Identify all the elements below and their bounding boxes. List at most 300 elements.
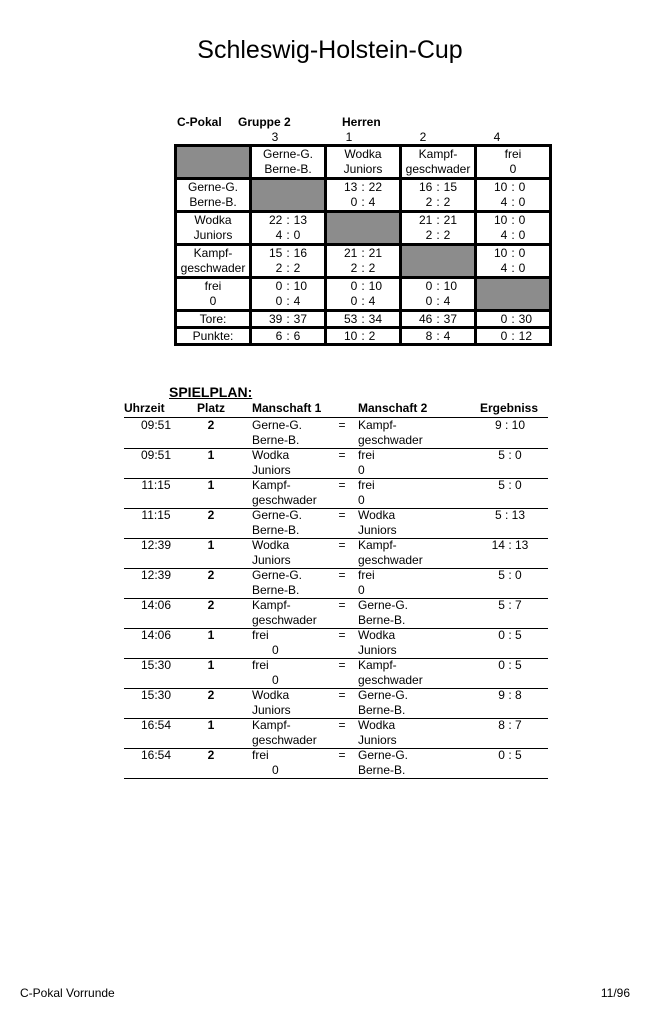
punkte-score (327, 261, 399, 276)
colon: : (501, 418, 512, 432)
colon: : (361, 195, 365, 209)
result-home: 5 (498, 478, 505, 492)
team1-line2: Juniors (252, 553, 291, 567)
match-team1 (252, 598, 342, 628)
team1-line1: Kampf- (252, 598, 291, 612)
punkte-total-cell (476, 328, 551, 345)
punkte-score-right: 0 (518, 228, 526, 242)
tore-total-left: 46 (418, 312, 433, 326)
punkte-total-left: 0 (500, 329, 508, 343)
match-platz: 1 (207, 448, 215, 462)
colon: : (361, 246, 365, 260)
team2-line1: frei (358, 478, 375, 492)
team2-line2: Juniors (358, 523, 397, 537)
match-result (474, 658, 546, 673)
column-team-header-row1 (327, 147, 399, 162)
column-team-header-line2: geschwader (405, 162, 471, 176)
colon: : (361, 279, 365, 293)
match-result (474, 418, 546, 433)
colon: : (436, 312, 440, 326)
team2-line2: Berne-B. (358, 613, 406, 627)
tore-score-right: 10 (293, 279, 308, 293)
row-team-header-line2: geschwader (180, 261, 246, 275)
colon: : (504, 478, 515, 492)
match-team2 (358, 658, 478, 688)
tore-total (327, 312, 399, 326)
match-separator: = (338, 448, 346, 462)
match-time: 12:39 (140, 568, 172, 582)
punkte-score-right: 0 (518, 261, 526, 275)
tore-total-cell (401, 311, 476, 328)
match-team2 (358, 568, 478, 598)
punkte-total-right: 6 (293, 329, 301, 343)
punkte-score-right: 4 (368, 294, 376, 308)
match-separator: = (338, 598, 346, 612)
header-ergebnis: Ergebniss (480, 401, 539, 415)
match-team1 (252, 508, 342, 538)
colon: : (286, 312, 290, 326)
row-team-header-line1: frei (204, 279, 222, 293)
colon: : (286, 294, 290, 308)
row-team-header-row1 (177, 279, 249, 294)
tore-total-right: 37 (443, 312, 458, 326)
tore-score-left: 13 (343, 180, 358, 194)
punkte-score (252, 294, 324, 309)
tore-score-left: 0 (425, 279, 433, 293)
team1-line2: 0 (272, 763, 279, 777)
tore-total-left: 53 (343, 312, 358, 326)
team2-line2: 0 (358, 463, 365, 477)
result-away: 0 (515, 448, 522, 462)
punkte-score-right: 0 (518, 195, 526, 209)
tore-score-right: 21 (443, 213, 458, 227)
colon: : (436, 195, 440, 209)
tore-score-left: 22 (268, 213, 283, 227)
spielplan-title: SPIELPLAN: (169, 384, 253, 400)
team1-line1: Kampf- (252, 718, 291, 732)
colon: : (511, 329, 515, 343)
punkte-score (402, 294, 474, 309)
punkte-total-cell (401, 328, 476, 345)
row-team-header (176, 245, 251, 278)
team1-line1: Wodka (252, 448, 290, 462)
match-team1 (252, 718, 342, 748)
footer-page-number: 11/96 (600, 986, 630, 1000)
team1-line2: 0 (272, 673, 279, 687)
match-team2 (358, 688, 478, 718)
punkte-score (402, 228, 474, 243)
match-team1 (252, 448, 342, 478)
match-row (124, 538, 548, 569)
row-team-header-line2: 0 (209, 294, 217, 308)
colon: : (436, 180, 440, 194)
team2-line1: Wodka (358, 508, 396, 522)
row-team-header-line2: Juniors (193, 228, 233, 242)
row-team-header (176, 212, 251, 245)
header-uhrzeit: Uhrzeit (124, 401, 165, 415)
match-result (474, 718, 546, 733)
team2-line2: Berne-B. (358, 763, 406, 777)
colon: : (286, 329, 290, 343)
punkte-score (252, 261, 324, 276)
match-separator: = (338, 688, 346, 702)
result-home: 9 (498, 688, 505, 702)
match-team1 (252, 478, 342, 508)
colon: : (504, 628, 515, 642)
column-team-header-line1: Wodka (344, 147, 382, 161)
colon: : (286, 261, 290, 275)
diagonal-cell (326, 212, 401, 245)
column-team-header-line1: frei (504, 147, 522, 161)
result-away: 7 (515, 598, 522, 612)
team1-line2: geschwader (252, 733, 317, 747)
tore-score-right: 15 (443, 180, 458, 194)
punkte-score-left: 4 (500, 228, 508, 242)
pokal-label: C-Pokal (177, 115, 222, 129)
result-home: 0 (498, 628, 505, 642)
match-platz: 1 (207, 538, 215, 552)
tore-score-right: 10 (368, 279, 383, 293)
tore-score (402, 213, 474, 228)
result-home: 0 (498, 748, 505, 762)
page-title: Schleswig-Holstein-Cup (197, 36, 463, 64)
punkte-score (252, 228, 324, 243)
match-result (474, 748, 546, 763)
colon: : (511, 213, 515, 227)
row-team-header-row1 (177, 246, 249, 261)
punkte-score-left: 0 (275, 294, 283, 308)
result-home: 9 (494, 418, 502, 432)
result-cell (251, 278, 326, 311)
punkte-score-right: 0 (293, 228, 301, 242)
colon: : (436, 294, 440, 308)
match-team2 (358, 478, 478, 508)
match-platz: 1 (207, 658, 215, 672)
team2-line1: Gerne-G. (358, 688, 409, 702)
colon: : (436, 329, 440, 343)
footer-left: C-Pokal Vorrunde (20, 986, 115, 1000)
punkte-total (327, 329, 399, 343)
colon: : (361, 329, 365, 343)
punkte-score-left: 2 (425, 228, 433, 242)
column-team-header (326, 146, 401, 179)
result-away: 5 (515, 658, 522, 672)
tore-score-left: 10 (493, 180, 508, 194)
tore-score-left: 0 (350, 279, 358, 293)
team1-line1: frei (252, 748, 269, 762)
match-team2 (358, 448, 478, 478)
colon: : (361, 180, 365, 194)
tore-score (477, 213, 549, 228)
punkte-total-left: 6 (275, 329, 283, 343)
punkte-total-left: 10 (343, 329, 358, 343)
match-time: 15:30 (140, 658, 172, 672)
team1-line1: Wodka (252, 538, 290, 552)
match-time: 16:54 (140, 748, 172, 762)
tore-score (327, 279, 399, 294)
team1-line1: Gerne-G. (252, 418, 303, 432)
team1-line2: Juniors (252, 463, 291, 477)
punkte-score-left: 2 (275, 261, 283, 275)
match-time: 09:51 (140, 418, 172, 432)
match-team1 (252, 658, 342, 688)
colon: : (511, 195, 515, 209)
match-separator: = (338, 508, 346, 522)
match-result (474, 568, 546, 583)
result-away: 8 (515, 688, 522, 702)
colon: : (504, 538, 515, 552)
punkte-total-right: 4 (443, 329, 451, 343)
result-cell (476, 179, 551, 212)
tore-score (402, 279, 474, 294)
colon: : (286, 213, 290, 227)
colon: : (501, 508, 512, 522)
result-cell (251, 212, 326, 245)
match-team2 (358, 418, 478, 448)
match-time: 14:06 (140, 628, 172, 642)
team1-line2: Berne-B. (252, 583, 300, 597)
punkte-score-left: 0 (350, 294, 358, 308)
result-home: 0 (498, 658, 505, 672)
tore-total-cell (326, 311, 401, 328)
result-home: 5 (498, 448, 505, 462)
tore-score (252, 279, 324, 294)
team1-line2: geschwader (252, 613, 317, 627)
colon: : (436, 213, 440, 227)
match-row (124, 688, 548, 719)
punkte-score-left: 4 (500, 195, 508, 209)
punkte-score-right: 4 (368, 195, 376, 209)
diagonal-cell (476, 278, 551, 311)
team1-line1: Gerne-G. (252, 568, 303, 582)
result-away: 13 (515, 538, 529, 552)
punkte-label: Punkte: (192, 329, 234, 343)
tore-score (477, 246, 549, 261)
row-team-header-row2 (177, 228, 249, 243)
colon: : (504, 718, 515, 732)
match-time: 11:15 (141, 478, 171, 492)
team2-line2: 0 (358, 493, 365, 507)
column-team-header-row2 (477, 162, 549, 177)
match-result (474, 448, 546, 463)
match-row (124, 718, 548, 749)
team1-line2: 0 (272, 643, 279, 657)
punkte-label-cell (176, 328, 251, 345)
match-row (124, 418, 548, 449)
column-team-header-row1 (252, 147, 324, 162)
match-platz: 1 (207, 628, 215, 642)
match-team1 (252, 748, 342, 778)
match-platz: 1 (207, 478, 215, 492)
tore-score (327, 180, 399, 195)
team2-line2: geschwader (358, 433, 423, 447)
punkte-total-cell (251, 328, 326, 345)
punkte-score-right: 2 (368, 261, 376, 275)
match-result (474, 508, 546, 523)
tore-score-right: 0 (518, 213, 526, 227)
result-away: 10 (511, 418, 526, 432)
team2-line1: Gerne-G. (358, 748, 409, 762)
match-platz: 2 (207, 598, 215, 612)
match-row (124, 568, 548, 599)
tore-score (477, 180, 549, 195)
team2-line1: Kampf- (358, 538, 397, 552)
team1-line1: frei (252, 628, 269, 642)
team2-line2: Berne-B. (358, 703, 406, 717)
match-platz: 2 (207, 418, 215, 432)
tore-total-right: 37 (293, 312, 308, 326)
punkte-score-left: 4 (500, 261, 508, 275)
match-team2 (358, 538, 478, 568)
team2-line2: geschwader (358, 673, 423, 687)
tore-score-left: 21 (343, 246, 358, 260)
match-row (124, 748, 548, 779)
match-row (124, 478, 548, 509)
match-platz: 2 (207, 508, 215, 522)
match-team2 (358, 508, 478, 538)
tore-total-left: 39 (268, 312, 283, 326)
result-cell (251, 245, 326, 278)
tore-score-left: 15 (268, 246, 283, 260)
match-result (474, 478, 546, 493)
team2-line1: Wodka (358, 718, 396, 732)
tore-total-row (176, 311, 551, 328)
row-team-header-row1 (177, 180, 249, 195)
colon: : (511, 312, 515, 326)
punkte-total-row (176, 328, 551, 345)
header-team1: Manschaft 1 (252, 401, 322, 415)
result-away: 0 (515, 478, 522, 492)
team1-line1: frei (252, 658, 269, 672)
colon: : (286, 279, 290, 293)
match-time: 09:51 (140, 448, 172, 462)
result-cell (326, 179, 401, 212)
team2-line1: Gerne-G. (358, 598, 409, 612)
tore-score-right: 0 (518, 246, 526, 260)
team2-line2: 0 (358, 583, 365, 597)
colon: : (436, 228, 440, 242)
match-row (124, 598, 548, 629)
result-cell (326, 245, 401, 278)
column-team-header-row1 (402, 147, 474, 162)
tore-score-right: 22 (368, 180, 383, 194)
team1-line1: Kampf- (252, 478, 291, 492)
row-team-header-line1: Gerne-G. (187, 180, 238, 194)
column-team-header-line2: Berne-B. (264, 162, 312, 176)
match-team1 (252, 568, 342, 598)
tore-score-left: 16 (418, 180, 433, 194)
column-team-header-line1: Kampf- (418, 147, 458, 161)
team1-line2: Juniors (252, 703, 291, 717)
row-team-header-line1: Kampf- (193, 246, 233, 260)
tore-total-cell (476, 311, 551, 328)
result-away: 7 (515, 718, 522, 732)
colon: : (504, 448, 515, 462)
result-cell (476, 245, 551, 278)
match-row (124, 448, 548, 479)
colon: : (504, 598, 515, 612)
result-away: 5 (515, 748, 522, 762)
match-row (124, 628, 548, 659)
punkte-score-right: 4 (293, 294, 301, 308)
team2-line2: geschwader (358, 553, 423, 567)
result-cell (476, 212, 551, 245)
row-team-header-row2 (177, 261, 249, 276)
tore-total-cell (251, 311, 326, 328)
punkte-total-right: 2 (368, 329, 376, 343)
match-time: 11:15 (141, 508, 171, 522)
tore-total (477, 312, 549, 326)
tore-total-left: 0 (500, 312, 508, 326)
punkte-score-left: 0 (425, 294, 433, 308)
match-result (474, 598, 546, 613)
column-team-header-line2: 0 (509, 162, 517, 176)
punkte-score (477, 261, 549, 276)
match-separator: = (338, 628, 346, 642)
row-team-header (176, 278, 251, 311)
punkte-total-left: 8 (425, 329, 433, 343)
match-team1 (252, 628, 342, 658)
punkte-score-left: 0 (350, 195, 358, 209)
punkte-score (402, 195, 474, 210)
team2-line1: frei (358, 448, 375, 462)
colon: : (286, 246, 290, 260)
match-team2 (358, 748, 478, 778)
column-number: 2 (419, 130, 427, 144)
team2-line1: Kampf- (358, 658, 397, 672)
punkte-total-cell (326, 328, 401, 345)
match-team2 (358, 598, 478, 628)
tore-score-right: 21 (368, 246, 383, 260)
column-team-header-row2 (402, 162, 474, 177)
team1-line2: Berne-B. (252, 433, 300, 447)
match-separator: = (338, 538, 346, 552)
tore-label: Tore: (199, 312, 227, 326)
result-home: 5 (494, 508, 502, 522)
result-cell (401, 212, 476, 245)
match-team1 (252, 538, 342, 568)
result-cell (401, 278, 476, 311)
corner-cell (176, 146, 251, 179)
team1-line1: Gerne-G. (252, 508, 303, 522)
header-platz: Platz (197, 401, 226, 415)
match-row (124, 508, 548, 539)
punkte-total (477, 329, 549, 343)
match-platz: 2 (207, 688, 215, 702)
header-team2: Manschaft 2 (358, 401, 428, 415)
colon: : (511, 180, 515, 194)
match-separator: = (338, 478, 346, 492)
match-time: 15:30 (140, 688, 172, 702)
tore-score-right: 10 (443, 279, 458, 293)
column-team-header (401, 146, 476, 179)
match-time: 12:39 (140, 538, 172, 552)
match-result (474, 688, 546, 703)
diagonal-cell (251, 179, 326, 212)
match-separator: = (338, 658, 346, 672)
result-cell (401, 179, 476, 212)
row-team-header-line1: Wodka (194, 213, 232, 227)
match-team2 (358, 718, 478, 748)
tore-score-left: 0 (275, 279, 283, 293)
column-team-header-line2: Juniors (343, 162, 383, 176)
punkte-score-left: 4 (275, 228, 283, 242)
match-time: 14:06 (140, 598, 172, 612)
colon: : (361, 294, 365, 308)
punkte-total (252, 329, 324, 343)
tore-score-left: 21 (418, 213, 433, 227)
punkte-score (477, 228, 549, 243)
